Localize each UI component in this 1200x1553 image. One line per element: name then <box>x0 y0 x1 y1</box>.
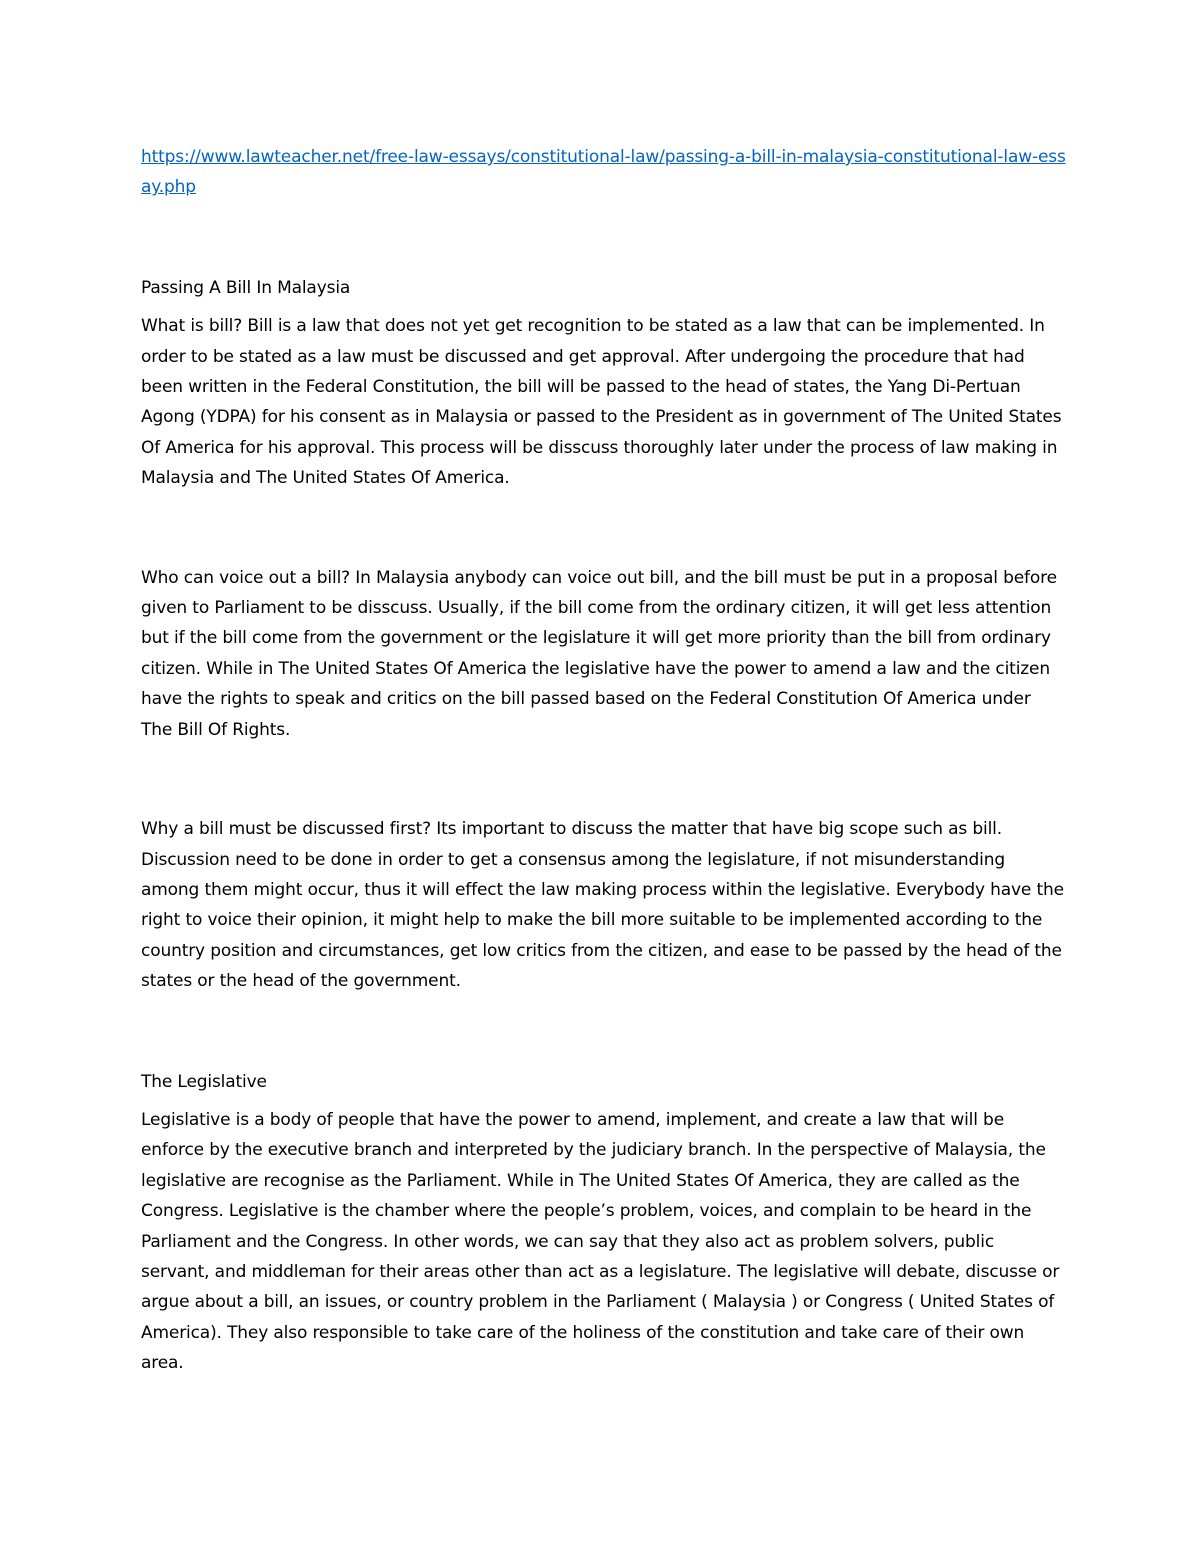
document-page <box>141 142 1066 1379</box>
document-title: Passing A Bill In Malaysia <box>141 277 351 298</box>
paragraph-what-is-bill: What is bill? Bill is a law that does not yet get recognition to be stated as a law that can be implemented. In order to be stated as a law must be discussed and get approval. After undergoing the procedure that had been written in the Federal Constitution, the bill will be passed to the head of states, the Yang Di-Pertuan Agong (YDPA) for his consent as in Malaysia or passed to the President as in government of The United States Of America for his approval. This process will be disscuss thoroughly later under the process of law making in Malaysia and The United States Of America. <box>141 316 1062 489</box>
paragraph-who-can-voice: Who can voice out a bill? In Malaysia anybody can voice out bill, and the bill must be put in a proposal before given to Parliament to be disscuss. Usually, if the bill come from the ordinary citizen, it will get less attention but if the bill come from the government or the legislature it will get more priority than the bill from ordinary citizen. While in The United States Of America the legislative have the power to amend a law and the citizen have the rights to speak and critics on the bill passed based on the Federal Constitution Of America under The Bill Of Rights. <box>141 567 1057 740</box>
paragraph-legislative: Legislative is a body of people that have the power to amend, implement, and create a law that will be enforce by the executive branch and interpreted by the judiciary branch. In the perspective of Malaysia, the legislative are recognise as the Parliament. While in The United States Of America, they are called as the Congress. Legislative is the chamber where the people’s problem, voices, and complain to be heard in the Parliament and the Congress. In other words, we can say that they also act as problem solvers, public servant, and middleman for their areas other than act as a legislature. The legislative will debate, discusse or argue about a bill, an issues, or country problem in the Parliament ( Malaysia ) or Congress ( United States of America). They also responsible to take care of the holiness of the constitution and take care of their own area. <box>141 1109 1060 1374</box>
source-link[interactable]: https://www.lawteacher.net/free-law-essays/constitutional-law/passing-a-bill-in-malaysia-constitutional-law-essay.php <box>141 147 1066 198</box>
section-heading-legislative: The Legislative <box>141 1071 267 1092</box>
paragraph-why-discussed: Why a bill must be discussed first? Its important to discuss the matter that have big scope such as bill. Discussion need to be done in order to get a consensus among the legislature, if not misunderstanding among them might occur, thus it will effect the law making process within the legislative. Everybody have the right to voice their opinion, it might help to make the bill more suitable to be implemented according to the country position and circumstances, get low critics from the citizen, and ease to be passed by the head of the states or the head of the government. <box>141 819 1064 992</box>
